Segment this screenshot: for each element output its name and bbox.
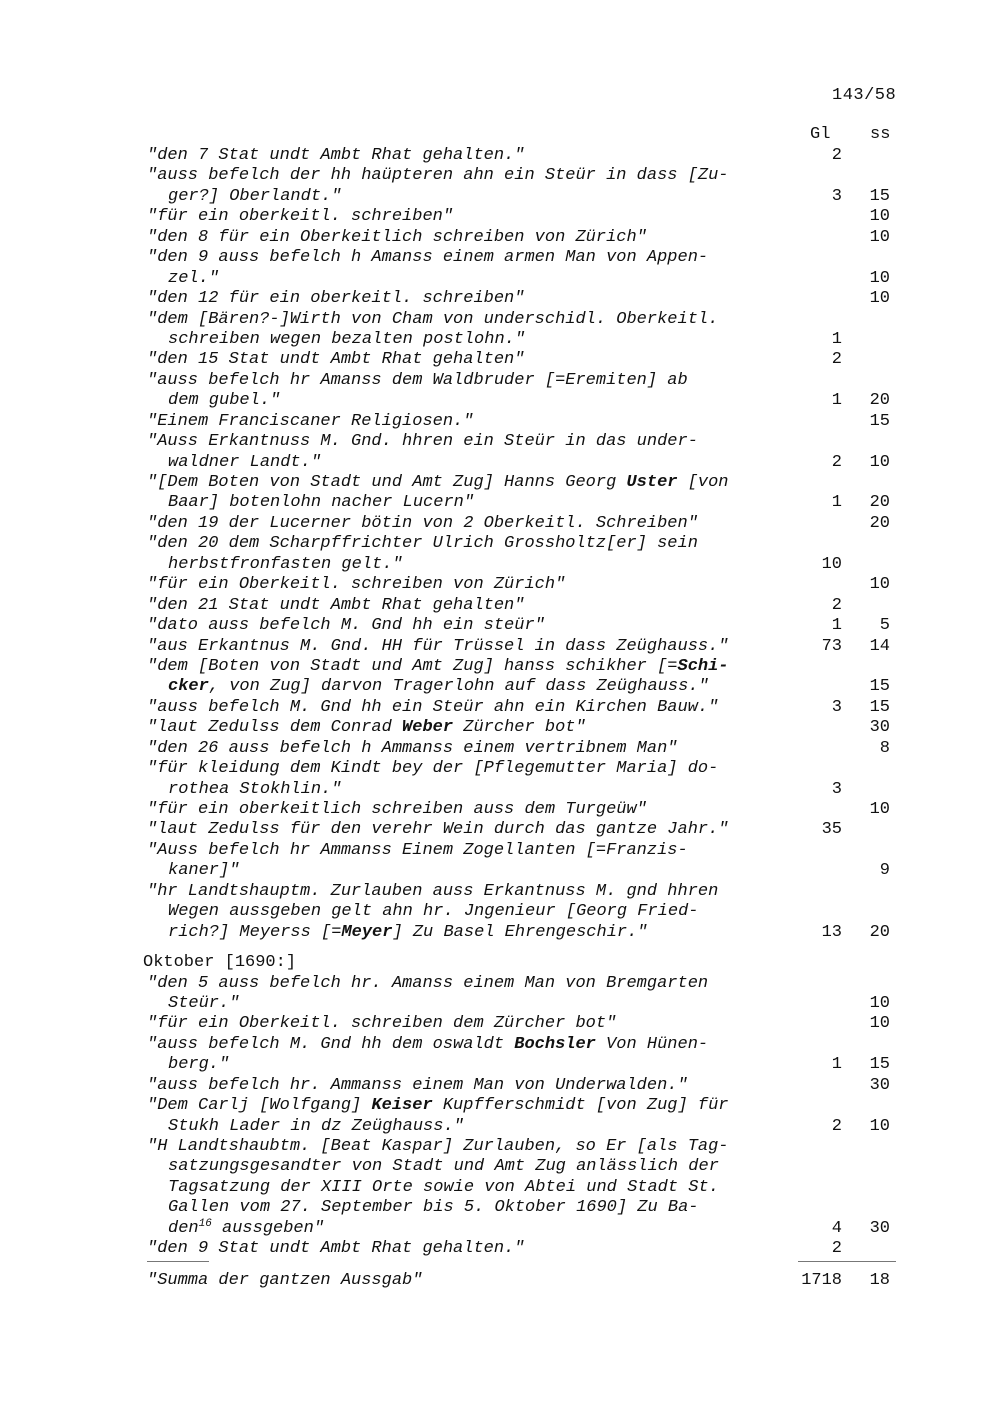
amount-gl: 3	[831, 779, 842, 799]
amount-gl: 3	[831, 697, 842, 717]
amount-ss: 10	[869, 1014, 890, 1034]
ledger-entry	[0, 289, 1000, 309]
ledger-entry	[0, 820, 1000, 840]
amount-ss: 10	[869, 452, 890, 472]
person-name: Schi-	[677, 656, 729, 676]
ledger-entry	[0, 412, 1000, 432]
entry-text: "Einem Franciscaner Religiosen."	[147, 411, 474, 431]
entry-text: "den 15 Stat undt Ambt Rhat gehalten"	[147, 350, 525, 370]
page-number: 143/58	[832, 86, 897, 105]
entry-text: "für ein Oberkeitl. schreiben von Zürich"	[147, 575, 566, 595]
amount-ss: 9	[879, 861, 890, 881]
amount-gl: 2	[831, 350, 842, 370]
entry-text: satzungsgesandter von Stadt und Amt Zug anlässlich der	[168, 1157, 719, 1177]
ledger-entry	[0, 637, 1000, 657]
amount-ss: 10	[869, 227, 890, 247]
entry-text: "dem [Bären?-]Wirth von Cham von underschidl. Oberkeitl.	[147, 309, 719, 329]
amount-ss: 10	[869, 289, 890, 309]
entry-text: "den 20 dem Scharpffrichter Ulrich Grossholtz[er] sein	[147, 534, 698, 554]
person-name: Uster	[626, 473, 678, 492]
entry-text: "aus Erkantnus M. Gnd. HH für Trüssel in dass Zeüghauss."	[147, 636, 729, 656]
amount-ss: 30	[869, 718, 890, 738]
entry-text: "für kleidung dem Kindt bey der [Pflegemutter Maria] do-	[147, 759, 719, 779]
amount-ss: 14	[869, 636, 890, 656]
divider-rule-right	[798, 1261, 896, 1262]
person-name: Meyer	[341, 922, 393, 942]
amount-gl: 4	[831, 1218, 842, 1238]
entry-text: "für ein Oberkeitl. schreiben dem Zürcher bot"	[147, 1014, 617, 1034]
entry-text: "H Landtshaubtm. [Beat Kaspar] Zurlauben, so Er [als Tag-	[147, 1137, 729, 1156]
amount-gl: 1	[831, 391, 842, 411]
amount-ss: 15	[869, 411, 890, 431]
ledger-entry	[0, 1014, 1000, 1034]
amount-ss: 15	[869, 677, 890, 697]
entry-text: Gallen vom 27. September bis 5. Oktober 1690] Zu Ba-	[168, 1198, 699, 1218]
ledger-entry	[0, 473, 1000, 514]
entry-text: den$^{16}$ aussgeben"	[168, 1217, 325, 1238]
amount-ss: 15	[869, 697, 890, 717]
ledger-entry	[0, 514, 1000, 534]
ledger-entry	[0, 1137, 1000, 1239]
entry-text: "für ein oberkeitl. schreiben"	[147, 207, 454, 227]
entry-text: rothea Stokhlin."	[168, 779, 342, 799]
entry-text: "auss befelch hr. Ammanss einem Man von Underwalden."	[147, 1075, 688, 1095]
amount-ss: 15	[869, 1055, 890, 1075]
entry-text: ger?] Oberlandt."	[168, 186, 342, 206]
entry-text: schreiben wegen bezalten postlohn."	[168, 329, 526, 349]
ledger-entry	[0, 1076, 1000, 1096]
entry-text: rich?] Meyerss [=Meyer] Zu Basel Ehrengeschir."	[168, 922, 648, 942]
entry-text: herbstfronfasten gelt."	[168, 554, 403, 574]
section-title: Oktober [1690:]	[143, 953, 297, 973]
amount-ss: 10	[869, 575, 890, 595]
amount-gl: 35	[821, 820, 842, 840]
ledger-entry	[0, 310, 1000, 351]
amount-gl: 1	[831, 329, 842, 349]
ledger-entry	[0, 248, 1000, 289]
ledger-entry	[0, 974, 1000, 1015]
amount-ss: 20	[869, 513, 890, 533]
entry-text: "auss befelch M. Gnd hh dem oswaldt Bochsler Von Hünen-	[147, 1034, 709, 1054]
ledger-entry	[0, 698, 1000, 718]
amount-gl: 2	[831, 146, 842, 165]
amount-gl: 1	[831, 1055, 842, 1075]
amount-gl: 1	[831, 493, 842, 513]
entry-text: "auss befelch der hh haüpteren ahn ein Steür in dass [Zu-	[147, 166, 729, 186]
ledger-entry	[0, 596, 1000, 616]
amount-ss: 10	[869, 800, 890, 819]
entry-text: "den 19 der Lucerner bötin von 2 Oberkeitl. Schreiben"	[147, 513, 698, 533]
amount-gl: 2	[831, 1239, 842, 1259]
entry-text: Baar] botenlohn nacher Lucern"	[168, 493, 475, 513]
person-name: Keiser	[371, 1096, 433, 1116]
entry-text: zel."	[168, 268, 220, 288]
entry-text: "dato auss befelch M. Gnd hh ein steür"	[147, 616, 545, 636]
ledger-entry	[0, 350, 1000, 370]
entry-text: "hr Landtshauptm. Zurlauben auss Erkantnuss M. gnd hhren	[147, 881, 719, 901]
entry-text: "[Dem Boten von Stadt und Amt Zug] Hanns Georg Uster [von	[147, 473, 729, 492]
amount-gl: 2	[831, 1116, 842, 1136]
entry-text: dem gubel."	[168, 391, 281, 411]
entry-text: "für ein oberkeitlich schreiben auss dem Turgeüw"	[147, 800, 647, 819]
amount-gl: 3	[831, 186, 842, 206]
ledger-entry	[0, 718, 1000, 738]
entry-text: "Dem Carlj [Wolfgang] Keiser Kupfferschmidt [von Zug] für	[147, 1096, 729, 1116]
amount-ss: 30	[869, 1075, 890, 1095]
amount-gl: 1	[831, 616, 842, 636]
entry-text: "dem [Boten von Stadt und Amt Zug] hanss schikher [=Schi-	[147, 656, 729, 676]
amount-gl: 13	[821, 922, 842, 942]
divider-rule-left	[147, 1261, 209, 1262]
entry-text: "auss befelch hr Amanss dem Waldbruder [=Eremiten] ab	[147, 370, 688, 390]
ledger-entry	[0, 882, 1000, 943]
entry-text: Stukh Lader in dz Zeüghauss."	[168, 1116, 464, 1136]
entry-text: "den 9 auss befelch h Amanss einem armen Man von Appen-	[147, 248, 709, 268]
amount-ss: 8	[879, 738, 890, 758]
ledger-entries	[0, 146, 1000, 1260]
ledger-entry	[0, 1239, 1000, 1259]
ledger-entry	[0, 207, 1000, 227]
person-name: Weber	[402, 718, 454, 738]
entry-text: "laut Zedulss dem Conrad Weber Zürcher bot"	[147, 718, 586, 738]
entry-text: "den 5 auss befelch hr. Amanss einem Man von Bremgarten	[147, 973, 709, 993]
total-ss: 18	[869, 1271, 890, 1290]
entry-text: "den 26 auss befelch h Ammanss einem vertribnem Man"	[147, 738, 678, 758]
amount-gl: 10	[821, 554, 842, 574]
person-name: cker	[168, 677, 209, 697]
amount-ss: 30	[869, 1218, 890, 1238]
entry-text: "den 9 Stat undt Ambt Rhat gehalten."	[147, 1239, 525, 1259]
ledger-entry	[0, 800, 1000, 820]
ledger-entry	[0, 228, 1000, 248]
amount-ss: 20	[869, 493, 890, 513]
entry-text: cker, von Zug] darvon Tragerlohn auf dass Zeüghauss."	[168, 677, 709, 697]
entry-text: "den 7 Stat undt Ambt Rhat gehalten."	[147, 146, 525, 165]
entry-text: waldner Landt."	[168, 452, 322, 472]
entry-text: "den 8 für ein Oberkeitlich schreiben von Zürich"	[147, 227, 647, 247]
entry-text: Wegen aussgeben gelt ahn hr. Jngenieur [Georg Fried-	[168, 902, 699, 922]
ledger-entry	[0, 575, 1000, 595]
ledger-entry	[0, 739, 1000, 759]
ledger-entry	[0, 841, 1000, 882]
entry-text: "Auss Erkantnuss M. Gnd. hhren ein Steür in das under-	[147, 432, 698, 452]
total-row	[0, 1271, 1000, 1291]
amount-ss: 10	[869, 207, 890, 227]
entry-text: "auss befelch M. Gnd hh ein Steür ahn ein Kirchen Bauw."	[147, 697, 719, 717]
ledger-entry	[0, 146, 1000, 166]
entry-text: Tagsatzung der XIII Orte sowie von Abtei und Stadt St.	[168, 1177, 719, 1197]
amount-ss: 10	[869, 268, 890, 288]
entry-text: Steür."	[168, 993, 240, 1013]
entry-text: "laut Zedulss für den verehr Wein durch das gantze Jahr."	[147, 820, 729, 840]
amount-gl: 73	[821, 636, 842, 656]
amount-ss: 15	[869, 186, 890, 206]
amount-ss: 20	[869, 391, 890, 411]
person-name: Bochsler	[514, 1034, 596, 1054]
ledger-entry	[0, 432, 1000, 473]
entry-text: "Auss befelch hr Ammanss Einem Zogellanten [=Franzis-	[147, 840, 688, 860]
amount-ss: 5	[879, 616, 890, 636]
ledger-entry	[0, 166, 1000, 207]
ledger-entry	[0, 657, 1000, 698]
amount-ss: 10	[869, 993, 890, 1013]
ledger-entry	[0, 616, 1000, 636]
total-gl: 1718	[801, 1271, 842, 1290]
amount-gl: 2	[831, 452, 842, 472]
entry-text: "den 21 Stat undt Ambt Rhat gehalten"	[147, 595, 525, 615]
ledger-entry	[0, 759, 1000, 800]
total-label: "Summa der gantzen Aussgab"	[147, 1271, 423, 1290]
column-header-gl: Gl	[810, 125, 831, 144]
ledger-entry	[0, 1035, 1000, 1076]
ledger-entry	[0, 371, 1000, 412]
amount-ss: 20	[869, 922, 890, 942]
footnote-marker: 16	[198, 1217, 212, 1230]
entry-text: kaner]"	[168, 861, 240, 881]
entry-text: "den 12 für ein oberkeitl. schreiben"	[147, 289, 525, 309]
entry-text: berg."	[168, 1055, 230, 1075]
column-header-ss: ss	[870, 125, 891, 144]
amount-gl: 2	[831, 595, 842, 615]
ledger-entry	[0, 1096, 1000, 1137]
ledger-entry	[0, 534, 1000, 575]
amount-ss: 10	[869, 1116, 890, 1136]
